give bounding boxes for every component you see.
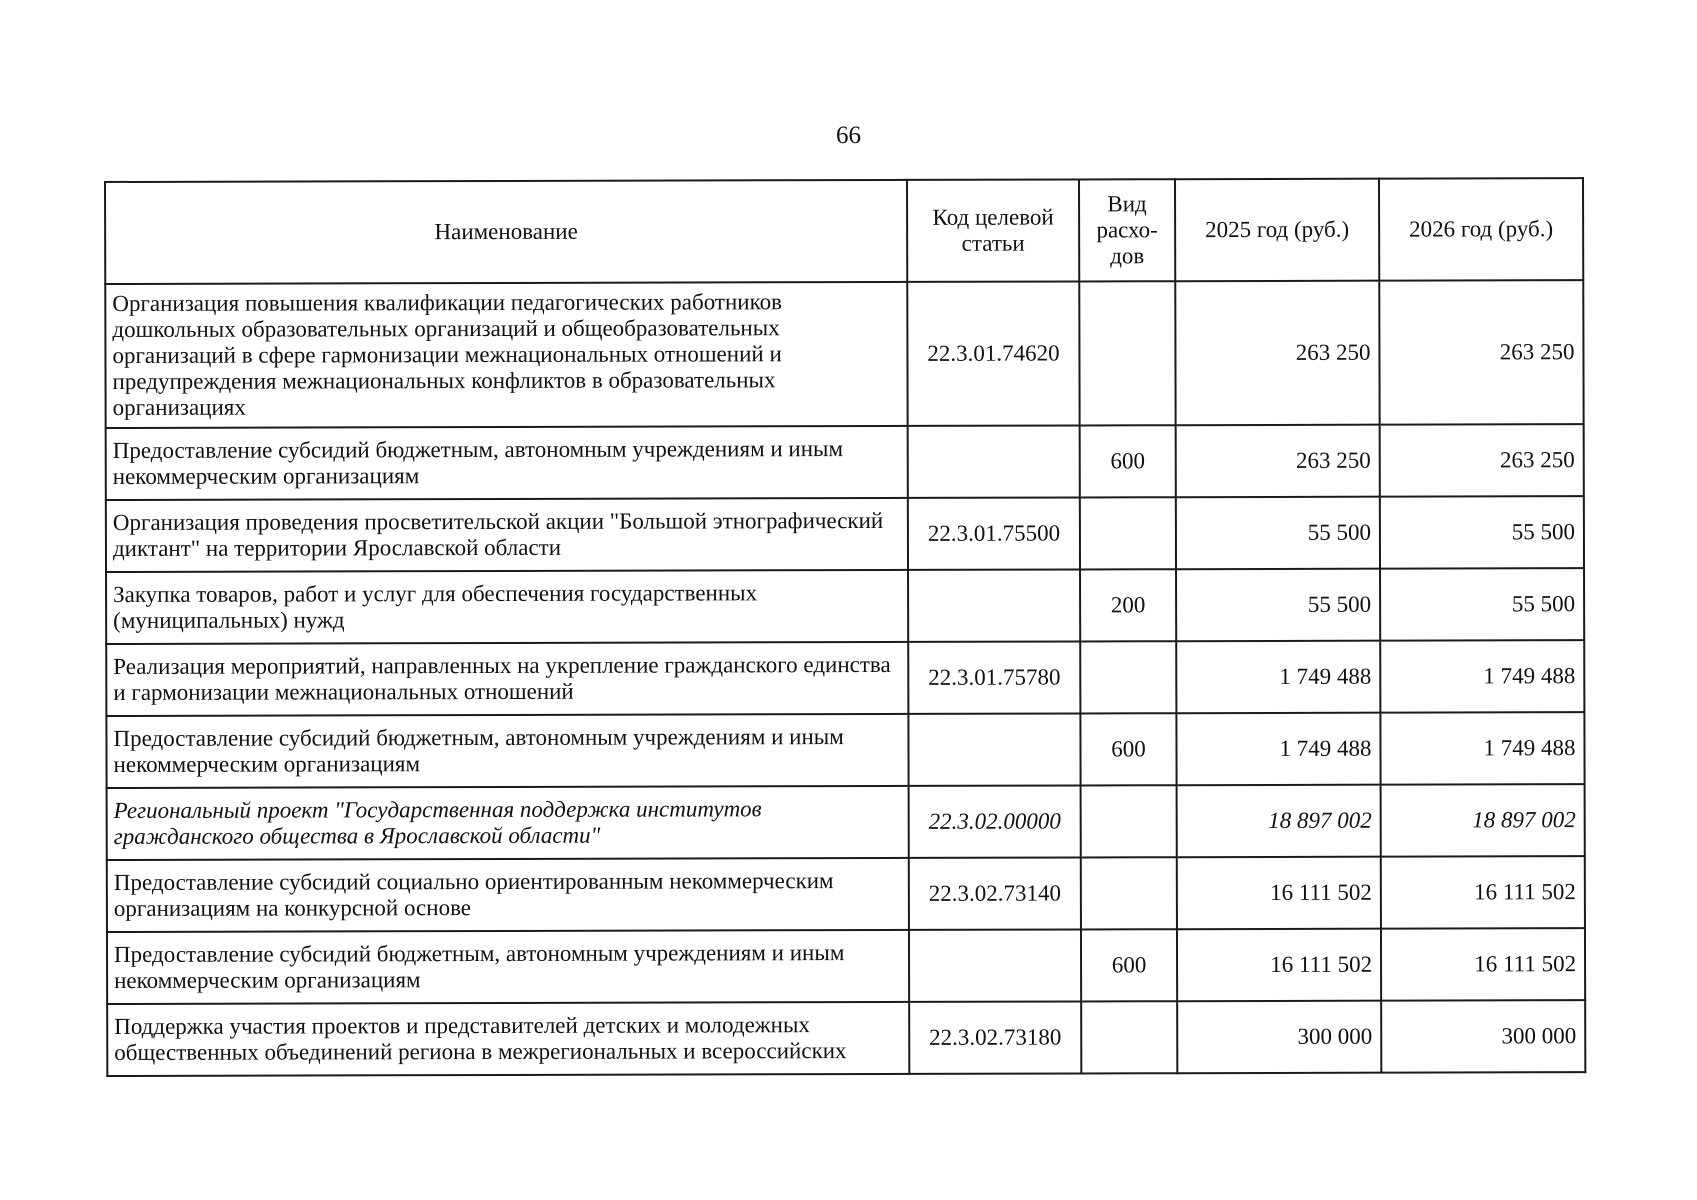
row-amount-2025: 16 111 502 (1177, 857, 1381, 930)
row-code (908, 569, 1080, 641)
row-type: 600 (1081, 929, 1177, 1001)
row-code: 22.3.01.75780 (908, 641, 1080, 713)
row-amount-2025: 1 749 488 (1176, 641, 1380, 714)
row-amount-2026: 300 000 (1381, 1000, 1585, 1073)
row-name: Предоставление субсидий бюджетным, автономным учреждениям и иным некоммерческим организациям (107, 930, 909, 1004)
row-code: 22.3.01.75500 (908, 497, 1080, 569)
row-amount-2025: 263 250 (1175, 281, 1379, 426)
table-row-regional-project (107, 784, 1585, 860)
row-amount-2026: 263 250 (1380, 424, 1584, 497)
row-name: Предоставление субсидий бюджетным, автономным учреждениям и иным некоммерческим организациям (106, 426, 908, 500)
row-amount-2026: 1 749 488 (1380, 712, 1584, 785)
row-amount-2026: 16 111 502 (1381, 928, 1585, 1001)
row-type: 600 (1080, 425, 1176, 497)
row-code: 22.3.02.73180 (909, 1001, 1081, 1073)
row-name: Предоставление субсидий бюджетным, автономным учреждениям и иным некоммерческим организациям (106, 714, 908, 788)
budget-table (104, 177, 1586, 1077)
table-row (107, 856, 1585, 932)
row-code (909, 929, 1081, 1001)
row-amount-2025: 55 500 (1176, 497, 1380, 570)
table-header-row (105, 178, 1583, 284)
row-amount-2025: 300 000 (1177, 1001, 1381, 1074)
row-code (908, 425, 1080, 497)
row-amount-2025: 16 111 502 (1177, 929, 1381, 1002)
row-amount-2025: 55 500 (1176, 569, 1380, 642)
row-name: Региональный проект "Государственная поддержка институтов гражданского общества в Ярославской области" (107, 786, 909, 860)
row-amount-2025: 18 897 002 (1177, 785, 1381, 858)
table-row (107, 928, 1585, 1004)
header-code: Код целевой статьи (907, 179, 1079, 281)
row-amount-2025: 263 250 (1176, 425, 1380, 498)
row-type (1081, 785, 1177, 857)
row-type (1081, 857, 1177, 929)
row-code: 22.3.01.74620 (907, 281, 1079, 425)
table-row (107, 1000, 1585, 1076)
row-name: Организация проведения просветительской акции "Большой этнографический диктант" на территории Ярославской области (106, 498, 908, 572)
row-amount-2026: 1 749 488 (1380, 640, 1584, 713)
table-row (106, 712, 1584, 788)
row-type: 200 (1080, 569, 1176, 641)
row-type: 600 (1080, 713, 1176, 785)
row-code: 22.3.02.00000 (909, 785, 1081, 857)
header-type: Вид расхо-дов (1079, 179, 1175, 281)
row-name: Закупка товаров, работ и услуг для обеспечения государственных (муниципальных) нужд (106, 570, 908, 644)
row-code (908, 713, 1080, 785)
row-amount-2026: 55 500 (1380, 568, 1584, 641)
row-type (1079, 281, 1175, 425)
row-name: Предоставление субсидий социально ориентированным некоммерческим организациям на конкурсной основе (107, 858, 909, 932)
table-row (106, 424, 1584, 500)
header-name: Наименование (105, 180, 907, 284)
row-name: Поддержка участия проектов и представителей детских и молодежных общественных объединений региона в межрегиональных и всероссийских (107, 1002, 909, 1076)
row-type (1080, 497, 1176, 569)
row-code: 22.3.02.73140 (909, 857, 1081, 929)
row-amount-2026: 55 500 (1380, 496, 1584, 569)
row-name: Организация повышения квалификации педагогических работников дошкольных образовательных организаций и общеобразовательных организаций в сфере гармонизации межнациональных отношений и предупреждения межнациональных конфликтов в образовательных организациях (105, 282, 907, 428)
row-type (1081, 1001, 1177, 1073)
row-name: Реализация мероприятий, направленных на укрепление гражданского единства и гармонизации межнациональных отношений (106, 642, 908, 716)
table-row (106, 496, 1584, 572)
row-amount-2026: 263 250 (1379, 280, 1583, 425)
row-type (1080, 641, 1176, 713)
table-row (106, 640, 1584, 716)
row-amount-2025: 1 749 488 (1176, 713, 1380, 786)
table-row (106, 568, 1584, 644)
row-amount-2026: 18 897 002 (1381, 784, 1585, 857)
header-year-2026: 2026 год (руб.) (1379, 178, 1583, 281)
page-number: 66 (836, 122, 861, 149)
table-row (105, 280, 1583, 428)
header-year-2025: 2025 год (руб.) (1175, 179, 1379, 282)
row-amount-2026: 16 111 502 (1381, 856, 1585, 929)
